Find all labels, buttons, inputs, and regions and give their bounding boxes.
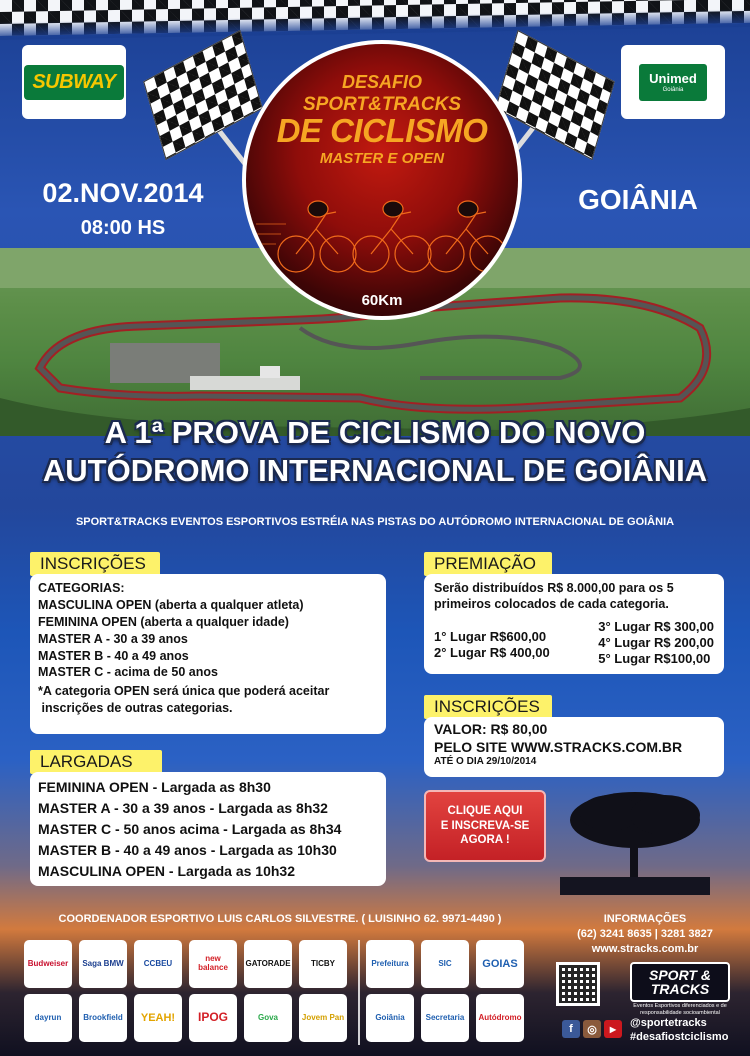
sponsor-logo: Prefeitura [366,940,414,988]
event-date: 02.NOV.2014 [42,178,204,208]
facebook-icon[interactable]: f [562,1020,580,1038]
deadline: ATÉ O DIA 29/10/2014 [434,756,537,767]
sponsor-logo: YEAH! [134,994,182,1042]
event-time: 08:00 HS [80,217,166,239]
premiacao-heading: PREMIAÇÃO [424,552,552,576]
sponsor-logo: Goiânia [366,994,414,1042]
list-item: inscrições de outras categorias. [38,701,233,716]
sponsor-logo: TICBY [299,940,347,988]
tree-silhouette-icon [560,785,710,895]
instagram-icon[interactable]: ◎ [583,1020,601,1038]
list-item: FEMININA OPEN (aberta a qualquer idade) [38,614,289,629]
list-item: *A categoria OPEN será única que poderá aceitar [38,684,330,699]
subway-logo: SUBWAY [22,45,126,119]
sponsor-logo: CCBEU [134,940,182,988]
list-item: CATEGORIAS: [38,581,125,595]
register-now-button[interactable]: CLIQUE AQUI E INSCREVA-SE AGORA ! [424,790,546,862]
sponsor-logo: Gova [244,994,292,1042]
prizes-panel [424,574,724,674]
prize-item: 4° Lugar R$ 200,00 [598,634,714,650]
cyclists-icon [256,174,508,284]
registration-site[interactable]: PELO SITE WWW.STRACKS.COM.BR [434,738,683,755]
list-item: MASTER A - 30 a 39 anos [38,631,188,646]
social-handle[interactable]: @sportetracks [630,1017,707,1029]
qr-code-icon[interactable] [556,962,600,1006]
hashtag[interactable]: #desafiostciclismo [630,1031,729,1044]
list-item: MASCULINA OPEN - Largada as 10h32 [38,863,295,879]
sponsor-logo: Autódromo [476,994,524,1042]
inscricoes-price-heading: INSCRIÇÕES [424,695,552,719]
sponsor-logo: GATORADE [244,940,292,988]
sponsor-logo: IPOG [189,994,237,1042]
divider [358,940,360,1045]
social-icons [562,1020,622,1038]
coordinator-info: COORDENADOR ESPORTIVO LUIS CARLOS SILVESTRE. ( LUISINHO 62. 9971-4490 ) [58,913,502,925]
sponsor-logo: Budweiser [24,940,72,988]
distance-label: 60Km [361,292,403,309]
sponsor-logo: Jovem Pan [299,994,347,1042]
checkered-flag-left-icon [143,30,263,160]
prize-item: 1° Lugar R$600,00 [434,628,547,644]
unimed-logo: Unimed Goiânia [621,45,725,119]
social-handles [630,1016,740,1045]
sponsor-logo: SIC [421,940,469,988]
start-times-panel [30,772,386,886]
sponsor-logo: Secretaria [421,994,469,1042]
sponsor-logo: GOIAS [476,940,524,988]
prize-item: 3° Lugar R$ 300,00 [598,618,714,634]
contact-info: INFORMAÇÕES (62) 3241 8635 | 3281 3827 www.stracks.com.br [565,912,725,957]
list-item: FEMININA OPEN - Largada as 8h30 [38,779,271,795]
sponsor-logo: new balance [189,940,237,988]
prize-item: 5° Lugar R$100,00 [598,651,711,666]
list-item: MASTER A - 30 a 39 anos - Largada as 8h32 [38,800,328,816]
event-city: GOIÂNIA [578,184,698,215]
tagline: Eventos Esportivos diferenciados e de responsabilidade socioambiental [633,1003,727,1016]
event-emblem: DESAFIO SPORT&TRACKS DE CICLISMO MASTER E OPEN 60Km [242,40,522,320]
youtube-icon[interactable]: ▶ [604,1020,622,1038]
inscricoes-heading: INSCRIÇÕES [30,552,160,576]
subtitle: SPORT&TRACKS EVENTOS ESPORTIVOS ESTRÉIA NAS PISTAS DO AUTÓDROMO INTERNACIONAL DE GOIÂNIA [75,516,675,528]
list-item: MASTER B - 40 a 49 anos - Largada as 10h30 [38,842,337,858]
prize-item: 2° Lugar R$ 400,00 [434,644,550,660]
list-item: MASTER B - 40 a 49 anos [38,648,189,663]
list-item: MASTER C - 50 anos acima - Largada as 8h34 [38,821,342,837]
list-item: MASTER C - acima de 50 anos [38,665,218,680]
checkered-banner [0,0,750,36]
list-item: MASCULINA OPEN (aberta a qualquer atleta) [38,597,304,612]
headline: A 1ª PROVA DE CICLISMO DO NOVO AUTÓDROMO INTERNACIONAL DE GOIÂNIA [42,415,708,488]
categories-panel [30,574,386,734]
sponsor-logo: dayrun [24,994,72,1042]
website-link[interactable]: www.stracks.com.br [591,942,699,955]
sport-tracks-logo: SPORT & TRACKS [630,962,730,1002]
price: VALOR: R$ 80,00 [434,721,548,737]
largadas-heading: LARGADAS [30,750,162,774]
registration-panel [424,717,724,777]
prizes-intro: Serão distribuídos R$ 8.000,00 para os 5 primeiros colocados de cada categoria. [434,581,674,612]
sponsor-logo: Brookfield [79,994,127,1042]
sponsor-logo: Saga BMW [79,940,127,988]
